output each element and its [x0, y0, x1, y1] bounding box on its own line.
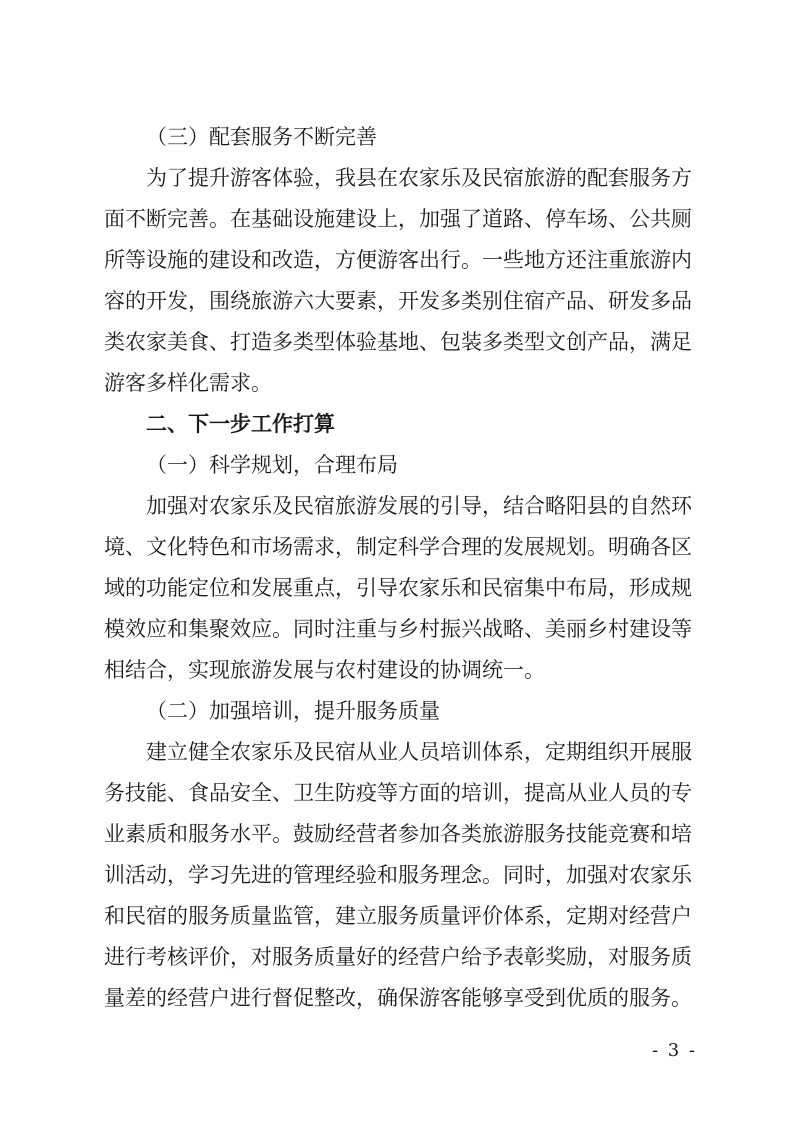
- heading-scientific-planning: （一）科学规划，合理布局: [146, 453, 398, 477]
- paragraph-line: 容的开发，围绕旅游六大要素，开发多类别住宿产品、研发多品: [104, 289, 692, 313]
- page-number: - 3 -: [651, 1040, 697, 1061]
- paragraph-line: 域的功能定位和发展重点，引导农家乐和民宿集中布局，形成规: [104, 576, 692, 600]
- paragraph-line: 相结合，实现旅游发展与农村建设的协调统一。: [104, 658, 545, 682]
- paragraph-line: 进行考核评价，对服务质量好的经营户给予表彰奖励，对服务质: [104, 945, 692, 969]
- paragraph-line: 类农家美食、打造多类型体验基地、包装多类型文创产品，满足: [104, 330, 692, 354]
- paragraph-line: 模效应和集聚效应。同时注重与乡村振兴战略、美丽乡村建设等: [104, 617, 692, 641]
- paragraph-line: 所等设施的建设和改造，方便游客出行。一些地方还注重旅游内: [104, 248, 692, 272]
- paragraph-line: 建立健全农家乐及民宿从业人员培训体系，定期组织开展服: [146, 740, 692, 764]
- paragraph-line: 游客多样化需求。: [104, 371, 272, 395]
- paragraph-line: 量差的经营户进行督促整改，确保游客能够享受到优质的服务。: [104, 986, 692, 1010]
- paragraph-line: 和民宿的服务质量监管，建立服务质量评价体系，定期对经营户: [104, 904, 692, 928]
- heading-next-steps: 二、下一步工作打算: [146, 412, 335, 436]
- paragraph-line: 为了提升游客体验，我县在农家乐及民宿旅游的配套服务方: [146, 166, 692, 190]
- heading-supporting-services: （三）配套服务不断完善: [146, 125, 377, 149]
- heading-strengthen-training: （二）加强培训，提升服务质量: [146, 699, 440, 723]
- paragraph-line: 境、文化特色和市场需求，制定科学合理的发展规划。明确各区: [104, 535, 692, 559]
- paragraph-line: 务技能、食品安全、卫生防疫等方面的培训，提高从业人员的专: [104, 781, 692, 805]
- document-body: [104, 117, 698, 1019]
- paragraph-line: 加强对农家乐及民宿旅游发展的引导，结合略阳县的自然环: [146, 494, 692, 518]
- paragraph-line: 面不断完善。在基础设施建设上，加强了道路、停车场、公共厕: [104, 207, 692, 231]
- paragraph-line: 训活动，学习先进的管理经验和服务理念。同时，加强对农家乐: [104, 863, 692, 887]
- paragraph-line: 业素质和服务水平。鼓励经营者参加各类旅游服务技能竞赛和培: [104, 822, 692, 846]
